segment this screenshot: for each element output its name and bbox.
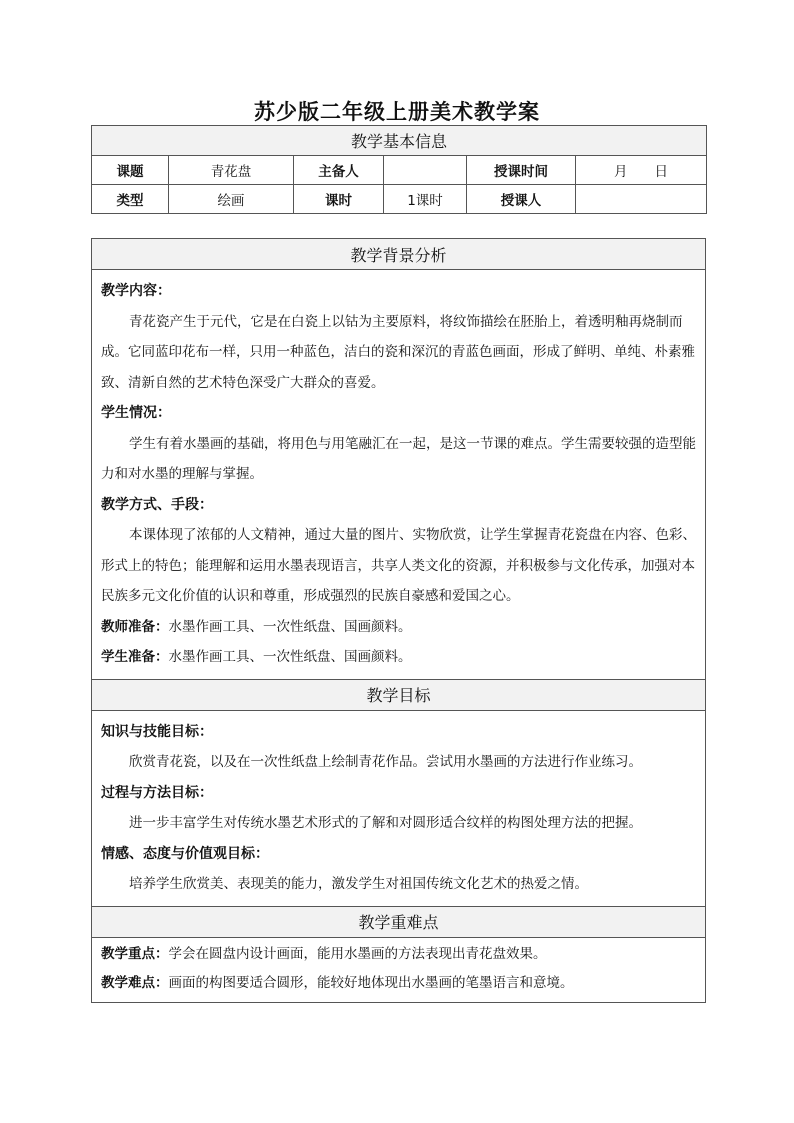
emotion-text: 培养学生欣赏美、表现美的能力，激发学生对祖国传统文化艺术的热爱之情。 xyxy=(129,876,588,892)
goals-header: 教学目标 xyxy=(92,679,706,710)
students-label: 学生情况： xyxy=(101,405,171,421)
teacher-label: 授课人 xyxy=(467,185,576,214)
content-text: 青花瓷产生于元代，它是在白瓷上以钴为主要原料，将纹饰描绘在胚胎上，着透明釉再烧制而成。它同蓝印花布一样，只用一种蓝色，洁白的瓷和深沉的青蓝色画面，形成了鲜明、单纯、朴素雅致、清新自然的艺术特色深受广大群众的喜爱。 xyxy=(101,313,695,391)
focus-text: 学会在圆盘内设计画面，能用水墨画的方法表现出青花盘效果。 xyxy=(168,945,547,962)
teacher-prep-text: 水墨作画工具、一次性纸盘、国画颜料。 xyxy=(168,618,412,635)
subject-value: 青花盘 xyxy=(169,156,294,185)
methods-text: 本课体现了浓郁的人文精神，通过大量的图片、实物欣赏，让学生掌握青花瓷盘在内容、色彩、形式上的特色；能理解和运用水墨表现语言，共享人类文化的资源，并积极参与文化传承，加强对本民族多元文化价值的认识和尊重，形成强烈的民族自豪感和爱国之心。 xyxy=(101,527,696,604)
methods-label: 教学方式、手段： xyxy=(101,496,213,513)
process-label: 过程与方法目标： xyxy=(101,784,213,801)
document-title: 苏少版二年级上册美术教学案 xyxy=(254,100,540,124)
keypoints-header: 教学重难点 xyxy=(92,906,706,937)
type-value: 绘画 xyxy=(169,185,294,214)
class-time-value: 月 日 xyxy=(576,156,707,185)
difficulty-label: 教学难点： xyxy=(101,974,169,991)
knowledge-label: 知识与技能目标： xyxy=(101,723,213,740)
student-prep-text: 水墨作画工具、一次性纸盘、国画颜料。 xyxy=(168,649,412,665)
background-header: 教学背景分析 xyxy=(92,239,706,270)
hours-value: 1课时 xyxy=(384,185,467,214)
teacher-value xyxy=(576,185,707,214)
emotion-label: 情感、态度与价值观目标： xyxy=(101,845,269,862)
class-time-label: 授课时间 xyxy=(467,156,576,185)
subject-label: 课题 xyxy=(92,156,169,185)
preparer-value xyxy=(384,156,467,185)
difficulty-text: 画面的构图要适合圆形，能较好地体现出水墨画的笔墨语言和意境。 xyxy=(168,974,574,991)
student-prep xyxy=(101,642,697,673)
focus-row xyxy=(101,940,697,969)
teacher-prep-label: 教师准备： xyxy=(101,618,169,635)
difficulty-row xyxy=(101,969,697,998)
basic-info-table xyxy=(91,125,707,214)
teacher-prep xyxy=(101,612,697,643)
keypoints-section xyxy=(92,937,706,1002)
hours-label: 课时 xyxy=(294,185,384,214)
focus-label: 教学重点： xyxy=(101,945,169,962)
knowledge-text: 欣赏青花瓷，以及在一次性纸盘上绘制青花作品。尝试用水墨画的方法进行作业练习。 xyxy=(129,754,642,770)
process-text: 进一步丰富学生对传统水墨艺术形式的了解和对圆形适合纹样的构图处理方法的把握。 xyxy=(129,815,642,831)
students-text: 学生有着水墨画的基础，将用色与用笔融汇在一起，是这一节课的难点。学生需要较强的造型能力和对水墨的理解与掌握。 xyxy=(101,435,696,482)
type-label: 类型 xyxy=(92,185,169,214)
preparer-label: 主备人 xyxy=(294,156,384,185)
content-label: 教学内容： xyxy=(101,283,171,299)
student-prep-label: 学生准备： xyxy=(101,649,169,665)
goals-section xyxy=(92,710,706,906)
basic-info-header: 教学基本信息 xyxy=(92,126,707,156)
background-section xyxy=(92,270,706,680)
lesson-plan-table xyxy=(91,238,706,1003)
